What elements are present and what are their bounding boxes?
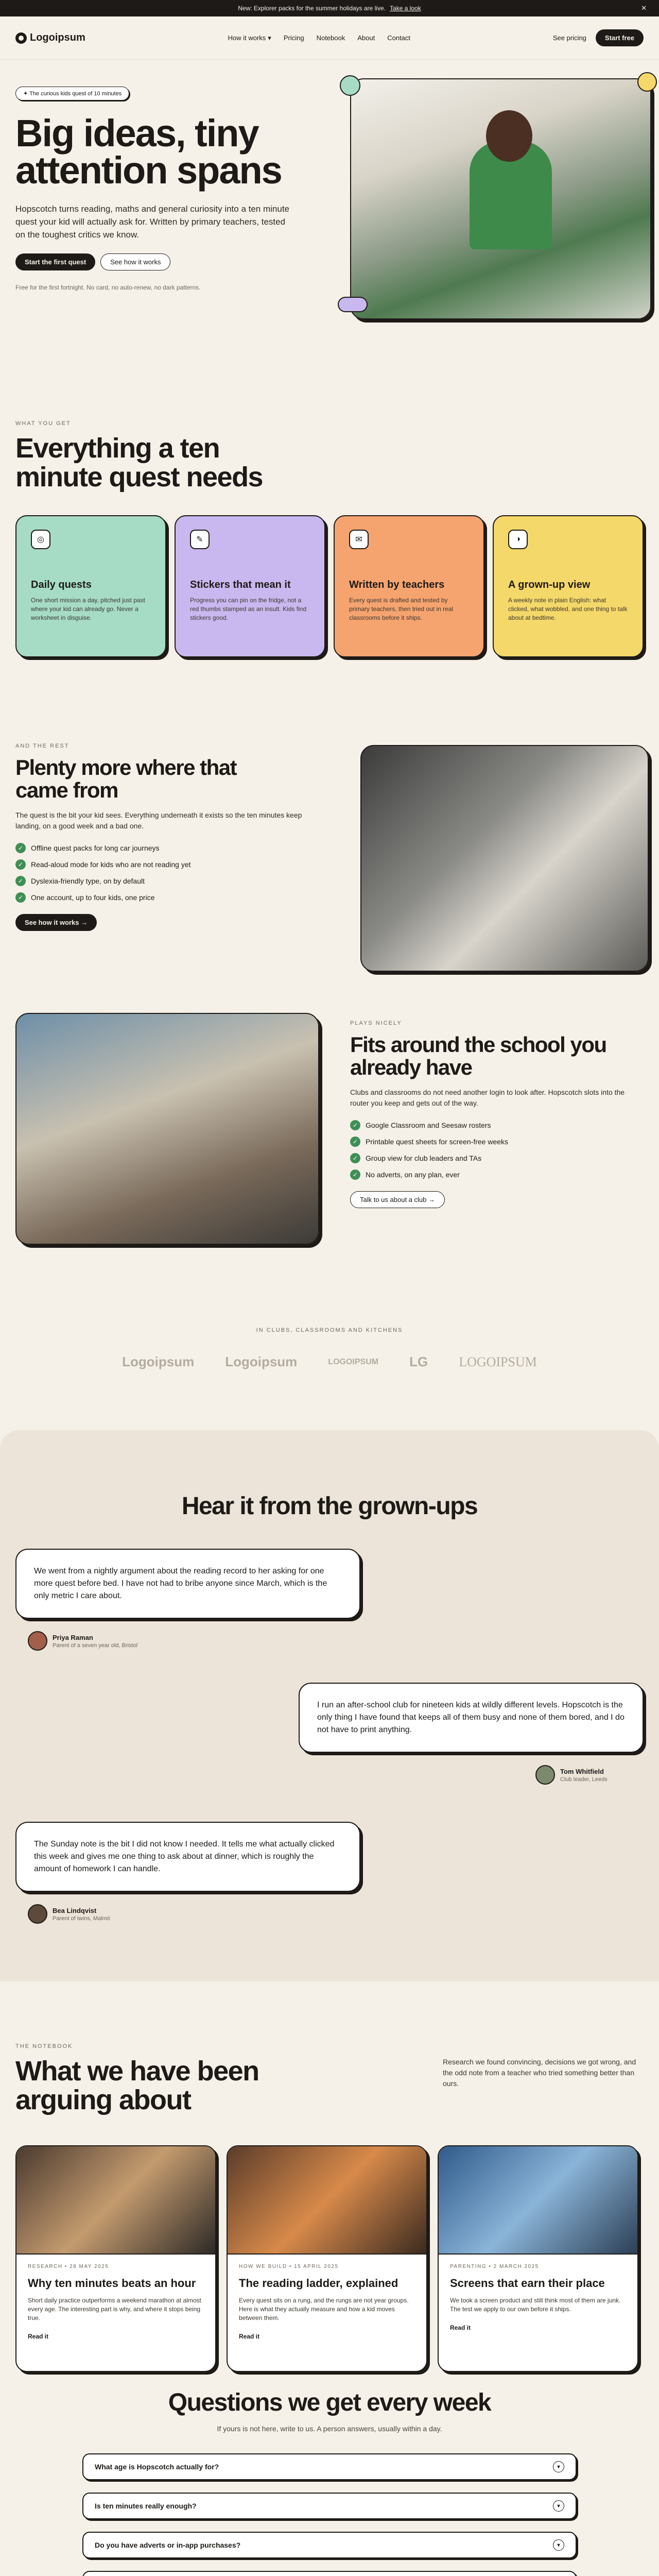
post-title: Screens that earn their place [450,2277,605,2290]
nav-link-label: How it works [228,34,266,42]
faq-question: Do you have adverts or in-app purchases? [95,2541,241,2549]
nav-link-pricing[interactable]: Pricing [283,34,304,42]
check-item-label: No adverts, on any plan, ever [366,1171,460,1179]
nav-link-how[interactable] [228,34,271,42]
post-read-link[interactable]: Read it [450,2324,471,2331]
more-photo [360,745,649,972]
more-eyebrow: AND THE REST [15,743,70,749]
feature-card-title: Stickers that mean it [190,579,291,590]
author-role: Club leader, Leeds [560,1776,608,1783]
check-item-label: Printable quest sheets for screen-free weeks [366,1138,509,1146]
announcement-bar [0,0,659,16]
brand-name: Logoipsum [30,32,85,43]
hero-photo [350,78,651,319]
check-icon: ✓ [15,876,26,886]
post-meta: RESEARCH • 28 MAY 2025 [28,2264,109,2269]
school-cta-button[interactable]: Talk to us about a club → [350,1191,445,1208]
notebook-posts [15,2145,644,2372]
chevron-down-icon: ▾ [268,33,271,42]
check-icon: ✓ [350,1153,360,1163]
post-meta: PARENTING • 2 MARCH 2025 [450,2264,539,2269]
post-card[interactable] [438,2145,638,2372]
envelope-icon: ✉ [349,530,369,549]
post-title: The reading ladder, explained [239,2277,398,2290]
faq-section [0,2378,659,2576]
hero-primary-button[interactable]: Start the first quest [15,253,95,270]
faq-list [82,2453,577,2576]
feature-card [15,515,166,657]
faq-title: Questions we get every week [168,2389,491,2416]
faq-item[interactable] [82,2453,577,2480]
target-icon: ◎ [31,530,50,549]
nav-link-about[interactable]: About [357,34,375,42]
author-role: Parent of a seven year old, Bristol [53,1642,138,1649]
testimonial-quote: We went from a nightly argument about the reading record to her asking for one more quest before bed. I have not had to bribe anyone since March, which is the only metric I care about. [34,1567,327,1600]
announcement-link[interactable]: Take a look [390,5,421,12]
check-item-label: Group view for club leaders and TAs [366,1154,482,1162]
features-title: Everything a ten minute quest needs [15,433,263,493]
author-name: Tom Whitfield [560,1767,604,1775]
faq-subtitle: If yours is not here, write to us. A person answers, usually within a day. [217,2425,442,2433]
check-item-label: Dyslexia-friendly type, on by default [31,877,145,885]
features-section [0,410,659,730]
faq-question: What age is Hopscotch actually for? [95,2463,219,2471]
more-title: Plenty more where that came from [15,755,237,802]
pencil-icon: ✎ [190,530,210,549]
post-card[interactable] [15,2145,216,2372]
client-logo: LOGOIPSUM [328,1357,379,1366]
notebook-eyebrow: THE NOTEBOOK [15,2043,73,2049]
author-role: Parent of twins, Malmö [53,1915,110,1922]
nav-link-contact[interactable]: Contact [387,34,411,42]
see-pricing-link[interactable]: See pricing [552,34,586,42]
testimonial-quote: I run an after-school club for nineteen kids at wildly different levels. Hopscotch is the only thing I have found that keeps all of them busy and none of them bored, and I do not have to print anything. [317,1701,625,1734]
hero-title: Big ideas, tiny attention spans [15,112,282,192]
announcement-text: New: Explorer packs for the summer holidays are live. [238,5,386,12]
avatar [28,1631,47,1651]
logos-section [0,1327,659,1430]
feature-card-text: One short mission a day, pitched just past where your kid can already go. Never a worksheet in disguise. [31,597,145,621]
client-logo: Logoipsum [122,1354,195,1369]
feature-card-text: A weekly note in plain English: what clicked, what wobbled, and one thing to talk about at bedtime. [508,597,628,621]
notebook-section [0,1981,659,2378]
check-icon: ✓ [15,843,26,853]
deco-circle-yellow [637,72,657,92]
check-item [350,1170,644,1180]
post-image [439,2146,637,2255]
hero-note: Free for the first fortnight. No card, no auto-renew, no dark patterns. [15,284,201,291]
check-item-label: One account, up to four kids, one price [31,893,155,902]
post-read-link[interactable]: Read it [28,2333,49,2340]
feature-card-text: Progress you can pin on the fridge, not a red thumbs stamped as an insult. Kids find stickers good. [190,597,307,621]
testimonial-card [15,1822,360,1892]
more-lead: The quest is the bit your kid sees. Everything underneath it exists so the ten minutes keep landing, on a good week and a bad one. [15,811,302,830]
check-icon: ✓ [15,859,26,870]
check-icon: ✓ [350,1137,360,1147]
check-item-label: Read-aloud mode for kids who are not reading yet [31,860,191,869]
more-section [0,730,659,1008]
author-name: Priya Raman [53,1633,93,1641]
school-eyebrow: PLAYS NICELY [350,1020,402,1026]
deco-circle-green [340,75,360,96]
feature-card-title: A grown-up view [508,579,591,590]
faq-question: Is ten minutes really enough? [95,2502,197,2510]
testimonial-card [299,1683,644,1753]
post-image [228,2146,426,2255]
start-free-button[interactable]: Start free [596,29,644,46]
half-circle-icon: ◑ [508,530,528,549]
more-cta-button[interactable]: See how it works → [15,914,97,931]
school-title: Fits around the school you already have [350,1032,606,1079]
testimonial-quote: The Sunday note is the bit I did not know I needed. It tells me what actually clicked this week and gives me one thing to ask about at dinner, which is roughly the amount of homework I can handle. [34,1840,335,1873]
post-excerpt: We took a screen product and still think most of them are junk. The test we apply to our own before it ships. [450,2297,621,2313]
avatar [535,1765,555,1785]
faq-item[interactable] [82,2571,577,2576]
check-item [350,1120,644,1130]
logos-label: IN CLUBS, CLASSROOMS AND KITCHENS [256,1327,403,1333]
check-icon: ✓ [350,1170,360,1180]
logo-icon [15,32,27,44]
post-excerpt: Short daily practice outperforms a weekend marathon at almost every age. The interesting part is why, and where it stops being true. [28,2297,201,2321]
school-checklist [350,1120,644,1180]
author-name: Bea Lindqvist [53,1906,97,1914]
feature-card [175,515,325,657]
deco-pill-purple [338,297,368,312]
testimonials-section [0,1430,659,1981]
hero-secondary-button[interactable]: See how it works [100,253,170,270]
client-logo: LOGOIPSUM [459,1354,537,1369]
check-item [350,1137,644,1147]
chevron-down-icon: ▾ [553,2500,564,2512]
check-item-label: Google Classroom and Seesaw rosters [366,1121,491,1129]
client-logo: Logoipsum [225,1354,298,1369]
nav-link-notebook[interactable]: Notebook [316,34,345,42]
avatar [28,1904,47,1924]
post-title: Why ten minutes beats an hour [28,2277,196,2290]
testimonial-author [28,1904,110,1924]
feature-card-title: Daily quests [31,579,92,590]
faq-item[interactable] [82,2493,577,2519]
school-lead: Clubs and classrooms do not need another login to look after. Hopscotch slots into the router you keep and gets out of the way. [350,1088,625,1107]
notebook-intro: Research we found convincing, decisions we got wrong, and the odd note from a teacher who tried something better than ours. [443,2058,636,2088]
post-excerpt: Every quest sits on a rung, and the rungs are not year groups. Here is what they actually measure and how a kid moves between them. [239,2297,409,2321]
testimonial-card [15,1549,360,1619]
hero-pill: ✦ The curious kids quest of 10 minutes [15,87,129,100]
feature-card-text: Every quest is drafted and tested by primary teachers, then tried out in real classrooms before it ships. [349,597,454,621]
testimonial-author [535,1765,608,1785]
school-section [0,1008,659,1327]
feature-card [334,515,484,657]
brand-logo[interactable] [15,32,85,44]
feature-card [493,515,644,657]
notebook-title: What we have been arguing about [15,2056,259,2115]
check-icon: ✓ [350,1120,360,1130]
chevron-down-icon: ▾ [553,2539,564,2551]
check-item [350,1153,644,1163]
hero-lead: Hopscotch turns reading, maths and general curiosity into a ten minute quest your kid will actually ask for. Written by primary teachers, tested on the toughest critics we know. [15,204,290,240]
features-eyebrow: WHAT YOU GET [15,420,71,427]
post-read-link[interactable]: Read it [239,2333,260,2340]
chevron-down-icon: ▾ [553,2461,564,2472]
check-item-label: Offline quest packs for long car journeys [31,844,160,852]
faq-item[interactable] [82,2532,577,2558]
client-logo: LG [409,1354,428,1369]
check-icon: ✓ [15,892,26,903]
close-icon[interactable]: ✕ [641,4,647,12]
school-photo [15,1013,319,1245]
post-meta: HOW WE BUILD • 15 APRIL 2025 [239,2264,339,2269]
features-cards [15,515,644,657]
post-image [16,2146,215,2255]
post-card[interactable] [227,2145,427,2372]
testimonials-title: Hear it from the grown-ups [181,1493,478,1520]
testimonial-author [28,1631,137,1651]
feature-card-title: Written by teachers [349,579,445,590]
top-nav [0,16,659,60]
hero-section [0,60,659,410]
nav-links [228,34,410,42]
